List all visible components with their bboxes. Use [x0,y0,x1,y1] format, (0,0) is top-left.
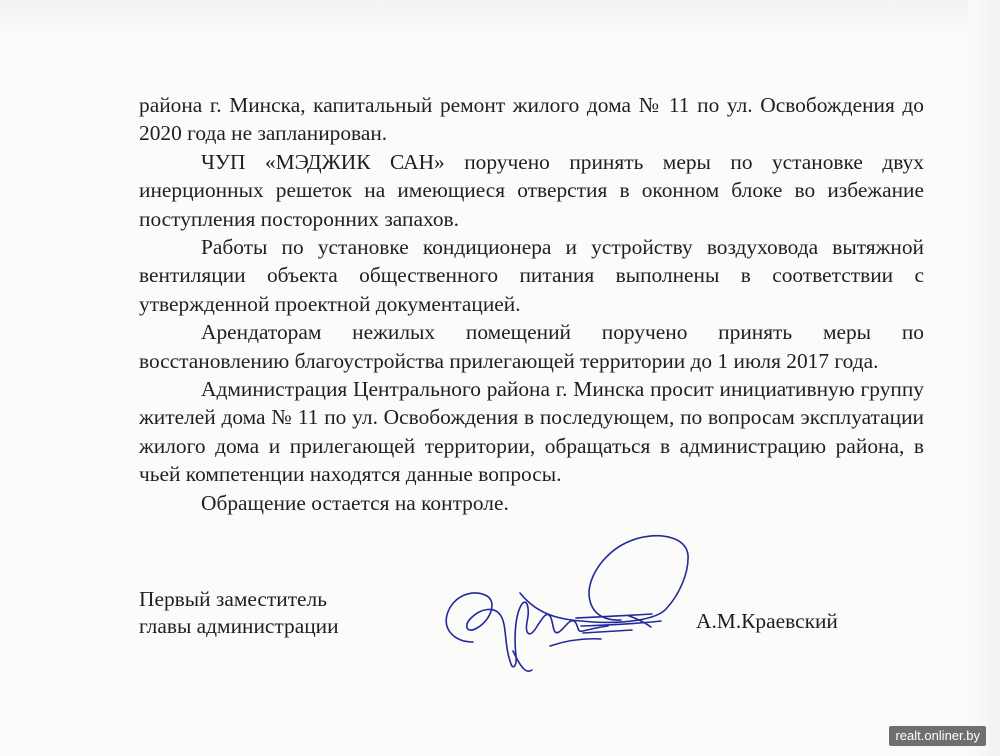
paragraph-ventilation: Работы по установке кондиционера и устройству воздуховода вытяжной вентиляции объекта общественного питания выполнены в соответствии с утвержденной проектной документацией. [139,235,924,316]
paragraph-magic-sun: ЧУП «МЭДЖИК САН» поручено принять меры по установке двух инерционных решеток на имеющиеся отверстия в оконном блоке во избежание поступления посторонних запахов. [139,149,924,231]
signatory-title-line-1: Первый заместитель [139,587,327,611]
scan-shadow-edge [968,0,1000,756]
paragraph-administration: Администрация Центрального района г. Минска просит инициативную группу жителей дома № 11 по ул. Освобождения в последующем, по вопросам эксплуатации жилого дома и прилегающей территории, обращаться в администрацию района, в чьей компетенции находятся данные вопросы. [139,377,924,487]
scan-shadow-top [0,0,1000,40]
signatory-title [139,586,339,640]
signatory-name: А.М.Краевский [696,609,838,633]
letter-body [139,91,924,517]
watermark: realt.onliner.by [889,726,986,746]
paragraph-control: Обращение остается на контроле. [201,490,509,515]
signature-block [139,586,924,666]
paragraph-tenants: Арендаторам нежилых помещений поручено принять меры по восстановлению благоустройства прилегающей территории до 1 июля 2017 года. [139,320,924,373]
paragraph-continuation: района г. Минска, капитальный ремонт жилого дома № 11 по ул. Освобождения до 2020 года не запланирован. [139,93,924,146]
signatory-title-line-2: главы администрации [139,614,339,638]
